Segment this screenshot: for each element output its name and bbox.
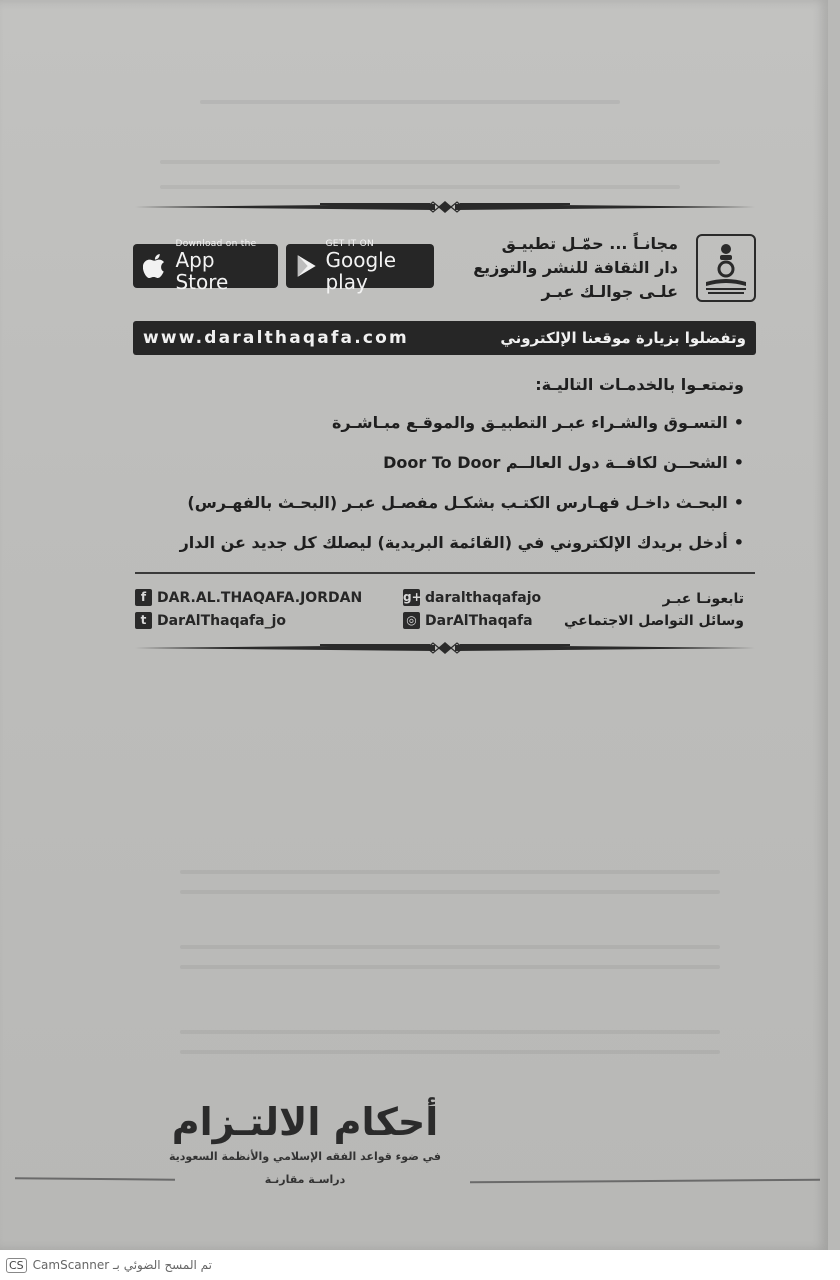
website-bar[interactable] bbox=[133, 321, 756, 355]
twitter-link[interactable] bbox=[135, 612, 286, 629]
follow-us-text bbox=[564, 588, 744, 632]
camscanner-text: تم المسح الضوئي بـ CamScanner bbox=[32, 1258, 212, 1272]
publisher-logo-icon bbox=[698, 236, 754, 300]
apple-icon bbox=[143, 252, 167, 280]
bleed-through-line bbox=[180, 1050, 720, 1054]
ornamental-divider-top bbox=[135, 200, 755, 214]
google-play-small-text: GET IT ON bbox=[325, 239, 375, 249]
app-store-small-text: Download on the bbox=[175, 239, 257, 249]
google-play-label: Google play bbox=[325, 248, 397, 294]
google-plus-label: daralthaqafajo bbox=[425, 589, 542, 606]
bleed-through-line bbox=[180, 965, 720, 969]
publisher-logo bbox=[696, 234, 756, 302]
book-note: دراسـة مقارنـة bbox=[264, 1173, 346, 1186]
website-url[interactable]: www.daralthaqafa.com bbox=[143, 328, 409, 348]
bleed-through-line bbox=[180, 1030, 720, 1034]
website-visit-text: وتفضلوا بزيارة موقعنا الإلكتروني bbox=[500, 329, 746, 347]
promo-line-2: دار الثقافة للنشر والتوزيع bbox=[473, 258, 678, 277]
google-plus-link[interactable] bbox=[403, 589, 541, 606]
services-list bbox=[104, 408, 744, 568]
bleed-through-line bbox=[180, 890, 720, 894]
twitter-label: DarAlThaqafa_jo bbox=[157, 612, 286, 629]
promo-line-1: مجانـاً ... حمّـل تطبيـق bbox=[501, 234, 678, 253]
book-title-block bbox=[160, 1100, 450, 1186]
instagram-label: DarAlThaqafa bbox=[425, 612, 533, 629]
instagram-link[interactable] bbox=[403, 612, 533, 629]
services-intro: وتمتعـوا بالخدمـات التاليـة: bbox=[535, 375, 744, 394]
book-subtitle: في ضوء قواعد الفقه الإسلامي والأنظمة السعودية bbox=[168, 1150, 441, 1163]
ornamental-divider-bottom bbox=[135, 641, 755, 655]
app-store-label: App Store bbox=[175, 248, 229, 294]
facebook-link[interactable] bbox=[135, 589, 362, 606]
service-item: • التسـوق والشـراء عبـر التطبيـق والموقـع مبـاشـرة bbox=[104, 408, 744, 448]
service-item: • أدخل بريدك الإلكتروني في (القائمة البريدية) ليصلك كل جديد عن الدار bbox=[104, 528, 744, 568]
book-title: أحكام الالتـزام bbox=[171, 1100, 439, 1144]
bleed-through-line bbox=[160, 160, 720, 164]
facebook-icon: f bbox=[135, 589, 152, 606]
service-item: • البحـث داخـل فهـارس الكتـب بشكـل مفصـل عبـر (البحـث بالفهـرس) bbox=[104, 488, 744, 528]
google-play-badge[interactable] bbox=[286, 239, 434, 294]
bleed-through-line bbox=[180, 945, 720, 949]
twitter-icon: t bbox=[135, 612, 152, 629]
promo-line-3: علـى جوالـك عبـر bbox=[541, 282, 678, 301]
bleed-through-line bbox=[180, 870, 720, 874]
app-promo-text bbox=[418, 232, 678, 304]
play-icon bbox=[296, 252, 317, 280]
section-rule bbox=[135, 572, 755, 574]
instagram-icon: ◎ bbox=[403, 612, 420, 629]
service-item: • الشحــن لكافــة دول العالــم Door To Door bbox=[104, 448, 744, 488]
facebook-label: DAR.AL.THAQAFA.JORDAN bbox=[157, 589, 363, 606]
follow-line-1: تابعونـا عبـر bbox=[662, 591, 744, 607]
follow-line-2: وسائل التواصل الاجتماعي bbox=[564, 613, 744, 629]
bleed-through-line bbox=[160, 185, 680, 189]
camscanner-badge: CS bbox=[6, 1258, 27, 1273]
google-plus-icon: g+ bbox=[403, 590, 422, 604]
app-store-badge[interactable] bbox=[133, 239, 278, 294]
bottom-line-left bbox=[15, 1177, 175, 1180]
bleed-through-line bbox=[200, 100, 620, 104]
bottom-line-right bbox=[470, 1179, 820, 1183]
scanner-footer bbox=[0, 1250, 840, 1280]
